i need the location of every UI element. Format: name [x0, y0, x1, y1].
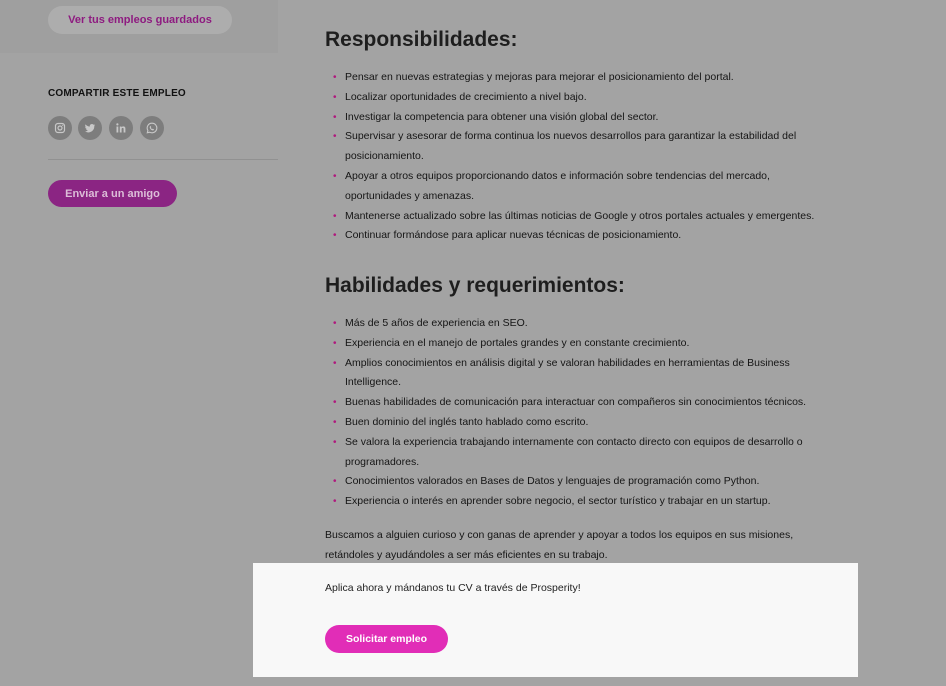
list-item: • Experiencia o interés en aprender sobre negocio, el sector turístico y trabajar en un startup. — [333, 492, 833, 512]
responsibilities-list — [333, 68, 833, 246]
skills-heading: Habilidades y requerimientos: — [325, 274, 625, 297]
share-title: COMPARTIR ESTE EMPLEO — [48, 88, 186, 99]
closing-paragraph: Buscamos a alguien curioso y con ganas de aprender y apoyar a todos los equipos en sus misiones, retándoles y ayudándoles a ser más eficientes en su trabajo. — [325, 529, 794, 561]
list-item: • Buen dominio del inglés tanto hablado como escrito. — [333, 413, 833, 433]
apply-text: Aplica ahora y mándanos tu CV a través de Prosperity! — [325, 582, 581, 594]
list-item: • Pensar en nuevas estrategias y mejoras para mejorar el posicionamiento del portal. — [333, 68, 833, 88]
list-item: • Conocimientos valorados en Bases de Datos y lenguajes de programación como Python. — [333, 472, 833, 492]
list-item: • Continuar formándose para aplicar nuevas técnicas de posicionamiento. — [333, 226, 833, 246]
linkedin-icon[interactable] — [109, 116, 133, 140]
list-item: • Más de 5 años de experiencia en SEO. — [333, 314, 833, 334]
sidebar-saved-panel — [0, 0, 278, 53]
list-item: • Apoyar a otros equipos proporcionando datos e información sobre tendencias del mercado, oportunidades y amenazas. — [333, 167, 833, 207]
send-to-friend-button[interactable]: Enviar a un amigo — [48, 180, 177, 207]
whatsapp-icon[interactable] — [140, 116, 164, 140]
list-item: • Localizar oportunidades de crecimiento a nivel bajo. — [333, 88, 833, 108]
apply-job-button[interactable]: Solicitar empleo — [325, 625, 448, 653]
list-item: • Mantenerse actualizado sobre las últimas noticias de Google y otros portales actuales y emergentes. — [333, 207, 833, 227]
saved-jobs-button[interactable]: Ver tus empleos guardados — [48, 6, 232, 34]
list-item: • Amplios conocimientos en análisis digital y se valoran habilidades en herramientas de Business Intelligence. — [333, 354, 833, 394]
apply-panel — [253, 563, 858, 677]
twitter-icon[interactable] — [78, 116, 102, 140]
sidebar-divider — [48, 159, 278, 160]
list-item: • Experiencia en el manejo de portales grandes y en constante crecimiento. — [333, 334, 833, 354]
skills-list — [333, 314, 833, 512]
list-item: • Se valora la experiencia trabajando internamente con contacto directo con equipos de desarrollo o programadores. — [333, 433, 833, 473]
instagram-icon[interactable] — [48, 116, 72, 140]
list-item: • Investigar la competencia para obtener una visión global del sector. — [333, 108, 833, 128]
responsibilities-heading: Responsibilidades: — [325, 28, 518, 51]
list-item: • Supervisar y asesorar de forma continua los nuevos desarrollos para garantizar la estabilidad del posicionamiento. — [333, 127, 833, 167]
list-item: • Buenas habilidades de comunicación para interactuar con compañeros sin conocimientos técnicos. — [333, 393, 833, 413]
